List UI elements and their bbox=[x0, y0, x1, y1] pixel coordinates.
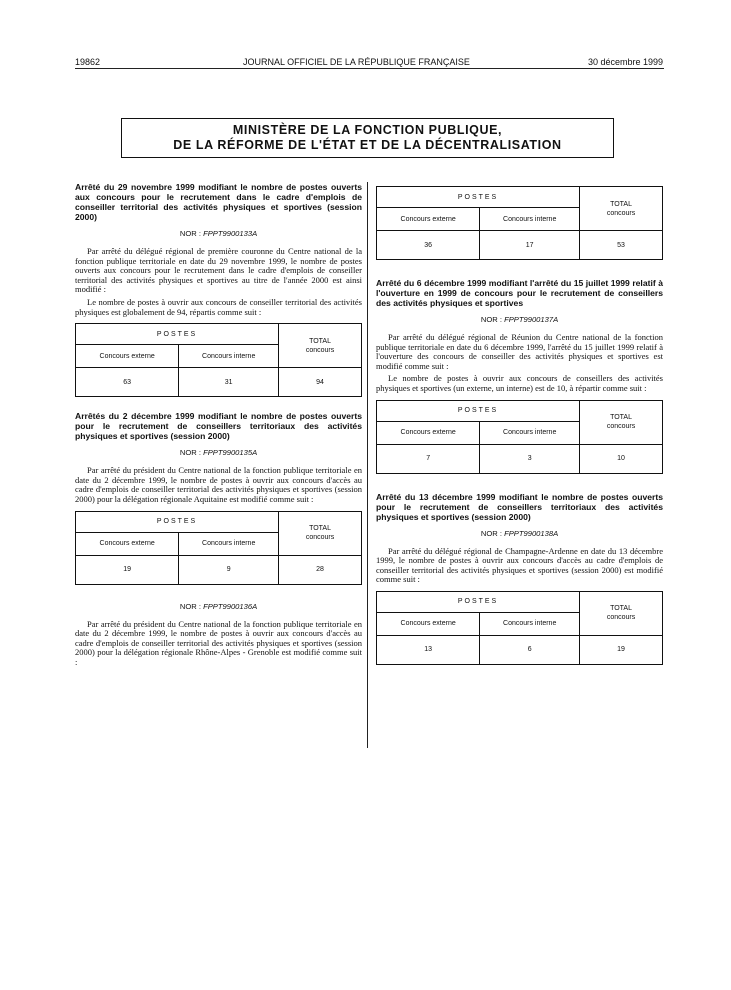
article-title: Arrêtés du 2 décembre 1999 modifiant le nombre de postes ouverts pour le recrutement de conseillers territoriaux des activités physiques et sportives (session 2000) bbox=[75, 411, 362, 442]
nor-reference bbox=[75, 229, 362, 238]
postes-table bbox=[376, 186, 663, 260]
concours-label: concours bbox=[606, 209, 636, 217]
externe-header: Concours externe bbox=[377, 612, 480, 635]
total-label: TOTAL bbox=[309, 337, 331, 345]
left-column bbox=[75, 182, 362, 671]
externe-header: Concours externe bbox=[76, 532, 179, 555]
article-paragraph: Par arrêté du président du Centre national de la fonction publique territoriale en date du 2 décembre 1999, le nombre de postes à ouvrir aux concours d'accès au cadre d'emplois de conseiller territorial des activités physiques et sportives (session 2000) pour la délégation régionale Rhône-Alpes - Grenoble est modifié comme suit : bbox=[75, 618, 362, 667]
article-paragraph: Par arrêté du délégué régional de Réunion du Centre national de la fonction publique territoriale en date du 6 décembre 1999, l'arrêté du 15 juillet 1999 relatif à l'ouverture des concours de conseiller des activités physiques et sportives est modifié comme suit : bbox=[376, 332, 663, 371]
nor-reference bbox=[75, 602, 362, 611]
interne-value: 9 bbox=[179, 555, 279, 584]
total-header bbox=[580, 400, 663, 444]
article-paragraph: Par arrêté du délégué régional de Champagne-Ardenne en date du 13 décembre 1999, le nombre de postes à ouvrir aux concours d'accès au cadre d'emplois de conseiller territorial des activités physiques et sportives (session 2000) est modifié comme suit : bbox=[376, 545, 663, 585]
article-title: Arrêté du 6 décembre 1999 modifiant l'arrêté du 15 juillet 1999 relatif à l'ouverture en 1999 de concours pour le recrutement de conseillers des activités physiques et sportives bbox=[376, 278, 663, 308]
nor-reference bbox=[75, 448, 362, 457]
interne-value: 17 bbox=[480, 231, 580, 260]
nor-reference bbox=[376, 529, 663, 538]
postes-header: POSTES bbox=[377, 591, 580, 612]
externe-header: Concours externe bbox=[76, 345, 179, 368]
interne-header: Concours interne bbox=[480, 421, 580, 444]
total-header bbox=[279, 511, 362, 555]
total-value: 94 bbox=[279, 368, 362, 397]
total-value: 10 bbox=[580, 444, 663, 473]
nor-code: FPPT9900135A bbox=[203, 448, 258, 458]
nor-reference bbox=[376, 315, 663, 324]
interne-value: 3 bbox=[480, 444, 580, 473]
header-rule bbox=[75, 68, 664, 69]
column-divider bbox=[367, 182, 368, 748]
externe-header: Concours externe bbox=[377, 208, 480, 231]
article-paragraph: Le nombre de postes à ouvrir aux concours de conseillers des activités physiques et sportives (un externe, un interne) est de 10, à répartir comme suit : bbox=[376, 373, 663, 393]
article-6-decembre bbox=[376, 278, 663, 474]
interne-header: Concours interne bbox=[179, 345, 279, 368]
article-title: Arrêté du 13 décembre 1999 modifiant le nombre de postes ouverts pour le recrutement de conseillers territoriaux des activités physiques et sportives (session 2000) bbox=[376, 491, 663, 522]
nor-label: NOR : bbox=[480, 315, 502, 324]
externe-value: 7 bbox=[377, 444, 480, 473]
postes-table bbox=[376, 591, 663, 665]
article-13-decembre bbox=[376, 492, 663, 665]
article-2-decembre bbox=[75, 411, 362, 667]
externe-value: 63 bbox=[76, 368, 179, 397]
ministry-banner bbox=[121, 118, 614, 158]
interne-header: Concours interne bbox=[480, 208, 580, 231]
externe-value: 19 bbox=[76, 555, 179, 584]
article-title: Arrêté du 29 novembre 1999 modifiant le nombre de postes ouverts aux concours pour le recrutement dans le cadre d'emplois de conseiller territorial des activités physiques et sportives (session 2000) bbox=[75, 182, 362, 222]
article-paragraph: Par arrêté du président du Centre national de la fonction publique territoriale en date du 2 décembre 1999, le nombre de postes à ouvrir aux concours d'accès au cadre d'emplois de conseiller territorial des activités physiques et sportives (session 2000) pour la délégation régionale Aquitaine est modifié comme suit : bbox=[75, 465, 362, 504]
interne-value: 6 bbox=[480, 635, 580, 664]
concours-label: concours bbox=[606, 614, 636, 622]
journal-title: JOURNAL OFFICIEL DE LA RÉPUBLIQUE FRANÇAISE bbox=[243, 57, 470, 67]
total-label: TOTAL bbox=[610, 414, 632, 422]
concours-label: concours bbox=[305, 346, 335, 354]
page-number: 19862 bbox=[75, 57, 101, 67]
externe-value: 13 bbox=[377, 635, 480, 664]
interne-value: 31 bbox=[179, 368, 279, 397]
total-label: TOTAL bbox=[610, 200, 632, 208]
externe-value: 36 bbox=[377, 231, 480, 260]
nor-code: FPPT9900137A bbox=[504, 315, 559, 324]
total-header bbox=[580, 591, 663, 635]
total-label: TOTAL bbox=[309, 525, 331, 533]
externe-header: Concours externe bbox=[377, 421, 480, 444]
nor-label: NOR : bbox=[179, 448, 201, 458]
nor-label: NOR : bbox=[480, 528, 502, 538]
nor-code: FPPT9900138A bbox=[504, 528, 559, 538]
concours-label: concours bbox=[305, 534, 335, 542]
nor-label: NOR : bbox=[179, 229, 201, 238]
postes-header: POSTES bbox=[377, 400, 580, 421]
interne-header: Concours interne bbox=[480, 612, 580, 635]
postes-header: POSTES bbox=[76, 324, 279, 345]
right-column bbox=[376, 182, 663, 665]
postes-table bbox=[376, 400, 663, 474]
total-value: 53 bbox=[580, 231, 663, 260]
article-29-novembre bbox=[75, 182, 362, 397]
postes-header: POSTES bbox=[377, 187, 580, 208]
postes-table bbox=[75, 323, 362, 397]
nor-label: NOR : bbox=[179, 601, 201, 611]
interne-header: Concours interne bbox=[179, 532, 279, 555]
ministry-line-2: DE LA RÉFORME DE L'ÉTAT ET DE LA DÉCENTRALISATION bbox=[173, 138, 562, 152]
total-label: TOTAL bbox=[610, 605, 632, 613]
issue-date: 30 décembre 1999 bbox=[587, 57, 663, 67]
article-paragraph: Le nombre de postes à ouvrir aux concours de conseiller territorial des activités physiques est globalement de 94, répartis comme suit : bbox=[75, 296, 362, 317]
nor-code: FPPT9900133A bbox=[203, 229, 258, 238]
concours-label: concours bbox=[606, 423, 636, 431]
total-header bbox=[580, 187, 663, 231]
postes-header: POSTES bbox=[76, 511, 279, 532]
postes-table bbox=[75, 511, 362, 585]
total-header bbox=[279, 324, 362, 368]
nor-code: FPPT9900136A bbox=[203, 601, 258, 611]
article-paragraph: Par arrêté du délégué régional de première couronne du Centre national de la fonction publique territoriale en date du 29 novembre 1999, le nombre de postes ouverts aux concours pour le recrutement dans le cadre d'emplois de conseiller territorial des activités physiques et sportives au titre de l'année 2000 est ainsi modifié : bbox=[75, 246, 362, 295]
total-value: 19 bbox=[580, 635, 663, 664]
ministry-line-1: MINISTÈRE DE LA FONCTION PUBLIQUE, bbox=[232, 123, 503, 137]
total-value: 28 bbox=[279, 555, 362, 584]
